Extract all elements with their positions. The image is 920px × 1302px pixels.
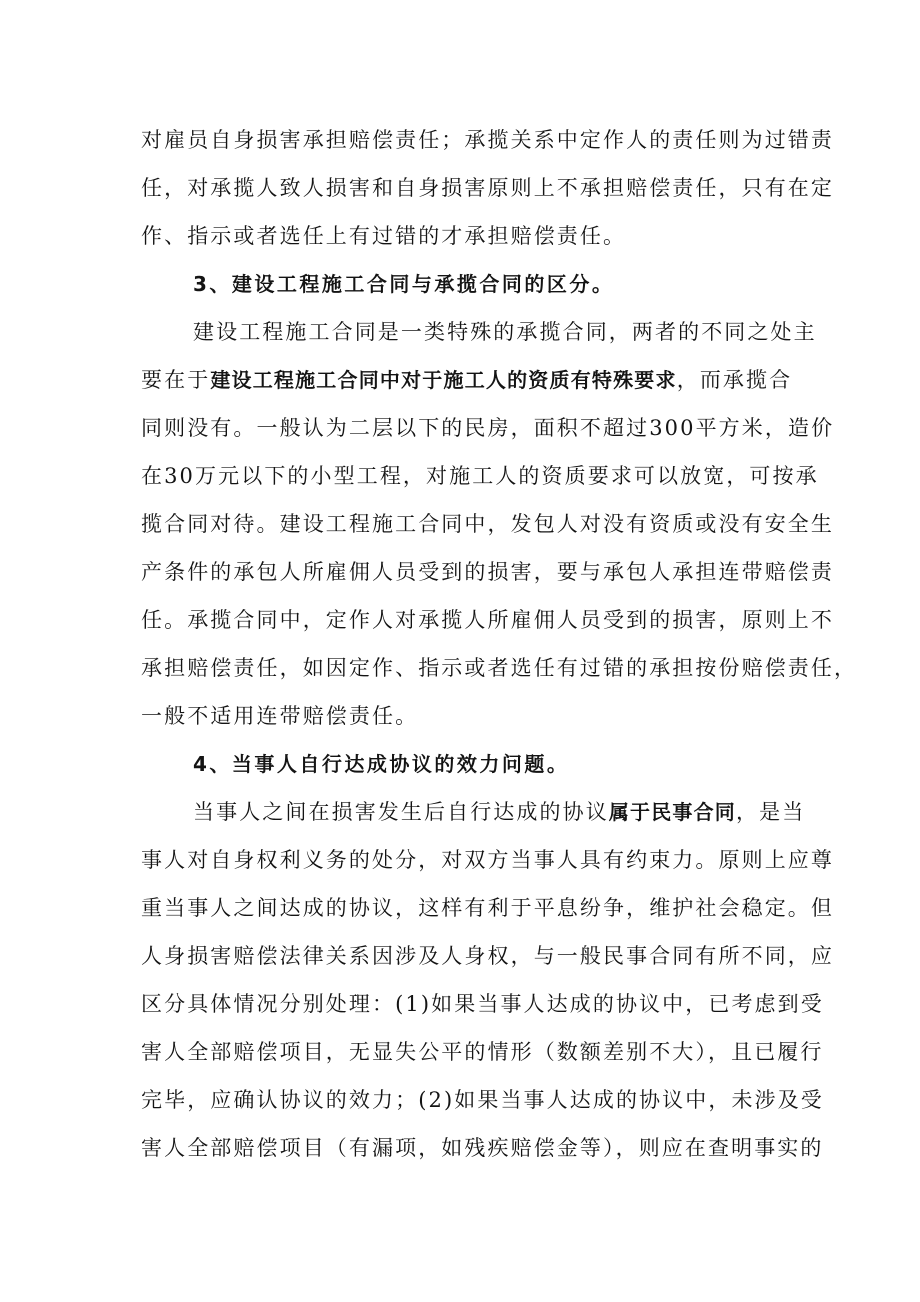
body-text-line: 在30万元以下的小型工程，对施工人的资质要求可以放宽，可按承 [141, 464, 819, 488]
body-text-line: 对雇员自身损害承担赔偿责任；承揽关系中定作人的责任则为过错责 [141, 128, 834, 152]
body-text-line: 人身损害赔偿法律关系因涉及人身权，与一般民事合同有所不同，应 [141, 944, 834, 968]
body-text-line: 重当事人之间达成的协议，这样有利于平息纷争，维护社会稳定。但 [141, 896, 834, 920]
body-text-line: 害人全部赔偿项目，无显失公平的情形（数额差别不大），且已履行 [141, 1040, 824, 1064]
body-text-line: 建设工程施工合同是一类特殊的承揽合同，两者的不同之处主 [193, 320, 817, 344]
body-text-line: 产条件的承包人所雇佣人员受到的损害，要与承包人承担连带赔偿责 [141, 560, 834, 584]
body-text: ，而承揽合 [676, 368, 793, 392]
body-text-line: 承担赔偿责任，如因定作、指示或者选任有过错的承担按份赔偿责任， [141, 656, 858, 680]
bold-emphasis: 属于民事合同 [608, 800, 737, 824]
section-heading-4: 4、当事人自行达成协议的效力问题。 [193, 752, 570, 776]
body-text-line: 同则没有。一般认为二层以下的民房，面积不超过300平方米，造价 [141, 416, 835, 440]
body-text-line: 区分具体情况分别处理：(1)如果当事人达成的协议中，已考虑到受 [141, 992, 824, 1016]
body-text-line: 作、指示或者选任上有过错的才承担赔偿责任。 [141, 224, 627, 248]
body-text-line: 一般不适用连带赔偿责任。 [141, 704, 419, 728]
body-text-line: 揽合同对待。建设工程施工合同中，发包人对没有资质或没有安全生 [141, 512, 834, 536]
body-text-line [193, 797, 806, 827]
body-text: 当事人之间在损害发生后自行达成的协议 [193, 800, 609, 824]
body-text: ，是当 [736, 800, 806, 824]
body-text-line [141, 365, 793, 395]
body-text-line: 害人全部赔偿项目（有漏项，如残疾赔偿金等），则应在查明事实的 [141, 1136, 824, 1160]
body-text-line: 任，对承揽人致人损害和自身损害原则上不承担赔偿责任，只有在定 [141, 176, 834, 200]
body-text: 要在于 [141, 368, 211, 392]
section-heading-3: 3、建设工程施工合同与承揽合同的区分。 [193, 272, 615, 296]
body-text-line: 任。承揽合同中，定作人对承揽人所雇佣人员受到的损害，原则上不 [141, 608, 834, 632]
body-text-line: 事人对自身权利义务的处分，对双方当事人具有约束力。原则上应尊 [141, 848, 834, 872]
body-text-line: 完毕，应确认协议的效力；(2)如果当事人达成的协议中，未涉及受 [141, 1088, 824, 1112]
bold-emphasis: 建设工程施工合同中对于施工人的资质有特殊要求 [210, 368, 677, 392]
